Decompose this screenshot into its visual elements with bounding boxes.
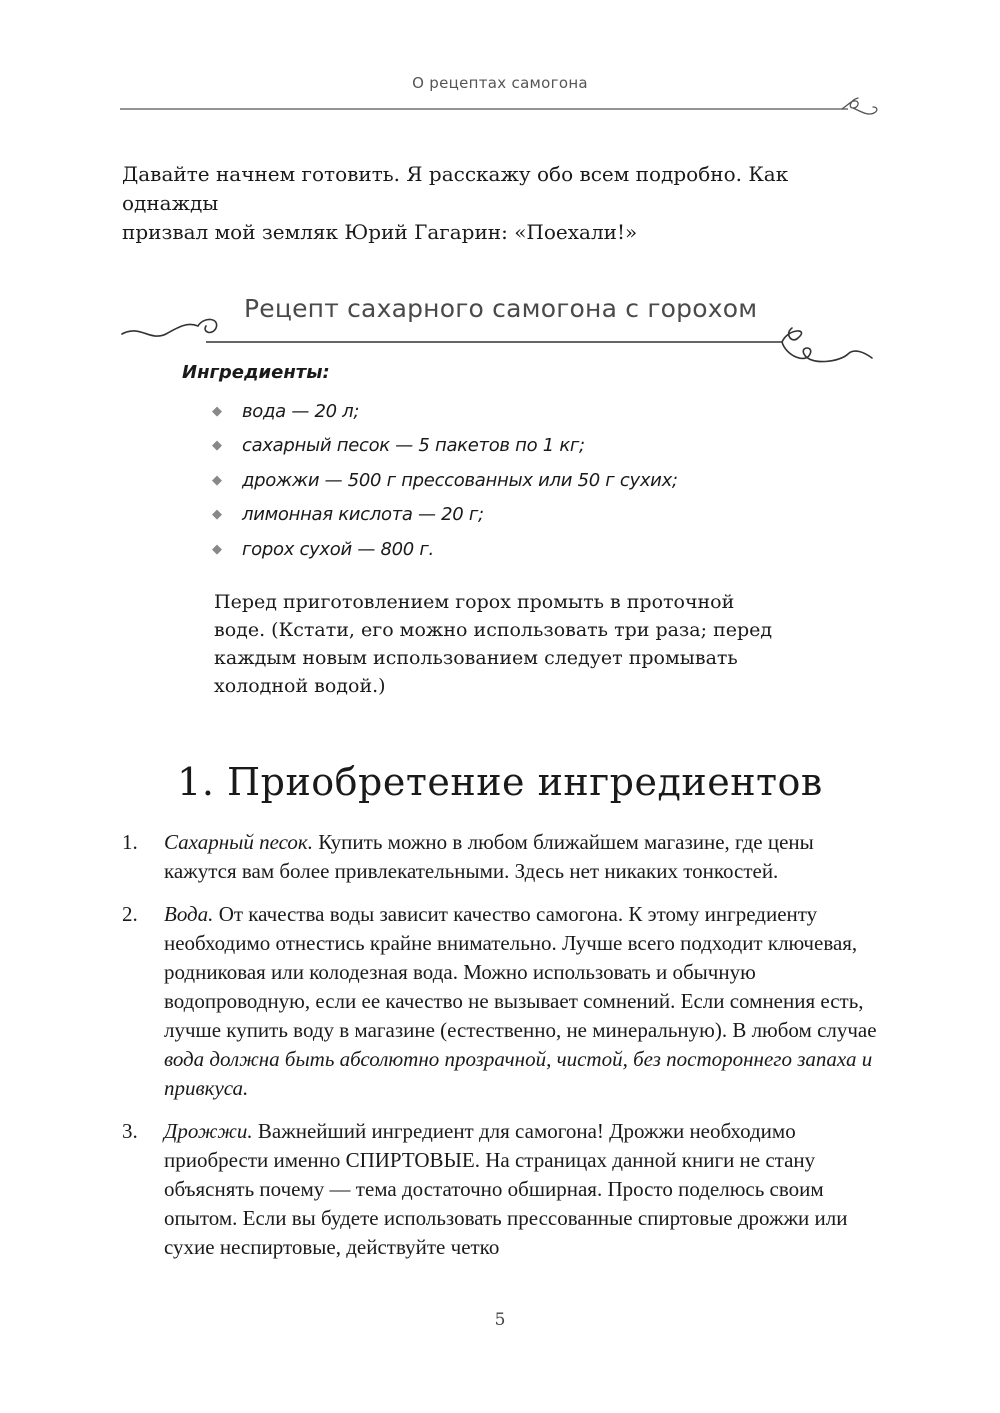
ingredient-item [212, 498, 832, 533]
diamond-bullet-icon: ◆ [212, 541, 222, 557]
item-text: От качества воды зависит качество самогона. К этому ингредиенту необходимо отнестись крайне внимательно. Лучше всего подходит ключевая, родниковая или колодезная вода. Можно использовать и обычную водопроводную, если ее качество не вызывает сомнений. Если сомнения есть, лучше купить воду в магазине (естественно, не минеральную). В любом случае [164, 902, 877, 1042]
item-title: Сахарный песок. [164, 830, 313, 854]
ingredients-label: Ингредиенты: [182, 362, 330, 383]
item-title: Дрожжи. [164, 1119, 253, 1143]
recipe-note [214, 588, 794, 700]
item-title: Вода. [164, 902, 214, 926]
ingredient-text: лимонная кислота — 20 г; [242, 504, 484, 526]
recipe-title: Рецепт сахарного самогона с горохом [244, 294, 758, 323]
numbered-list [122, 828, 882, 1276]
running-header: О рецептах самогона [412, 74, 588, 92]
header-flourish-rule [120, 92, 880, 132]
page-number: 5 [494, 1310, 506, 1330]
note-line: Перед приготовлением горох промыть в проточной [214, 591, 735, 613]
intro-line: Давайте начнем готовить. Я расскажу обо всем подробно. Как однажды [122, 162, 789, 215]
ingredient-text: сахарный песок — 5 пакетов по 1 кг; [242, 435, 585, 457]
diamond-bullet-icon: ◆ [212, 472, 222, 488]
list-item [122, 900, 882, 1103]
ingredient-text: дрожжи — 500 г прессованных или 50 г сухих; [242, 469, 678, 491]
item-number: 2. [122, 902, 138, 926]
item-number: 1. [122, 830, 138, 854]
ingredient-text: горох сухой — 800 г. [242, 538, 434, 560]
intro-line: призвал мой земляк Юрий Гагарин: «Поехали!» [122, 220, 638, 244]
note-line: холодной водой.) [214, 675, 386, 697]
list-item [122, 1117, 882, 1262]
ingredients-list [212, 394, 832, 567]
list-item [122, 828, 882, 886]
diamond-bullet-icon: ◆ [212, 438, 222, 454]
ingredient-text: вода — 20 л; [242, 400, 360, 422]
item-emphasis: вода должна быть абсолютно прозрачной, чистой, без постороннего запаха и привкуса. [164, 1047, 873, 1100]
ingredient-item [212, 394, 832, 429]
note-line: воде. (Кстати, его можно использовать три раза; перед [214, 619, 773, 641]
item-number: 3. [122, 1119, 138, 1143]
diamond-bullet-icon: ◆ [212, 403, 222, 419]
intro-paragraph [122, 160, 882, 247]
ingredient-item [212, 532, 832, 567]
ingredient-item [212, 429, 832, 464]
item-text: Важнейший ингредиент для самогона! Дрожжи необходимо приобрести именно СПИРТОВЫЕ. На страницах данной книги не стану объяснять почему — тема достаточно обширная. Просто поделюсь своим опытом. Если вы будете использовать прессованные спиртовые дрожжи или сухие неспиртовые, действуйте четко [164, 1119, 848, 1259]
section-heading: 1. Приобретение ингредиентов [177, 760, 823, 804]
diamond-bullet-icon: ◆ [212, 507, 222, 523]
item-text: Купить можно в любом ближайшем магазине, где цены кажутся вам более привлекательными. Здесь нет никаких тонкостей. [164, 830, 814, 883]
note-line: каждым новым использованием следует промывать [214, 647, 738, 669]
ingredient-item [212, 463, 832, 498]
